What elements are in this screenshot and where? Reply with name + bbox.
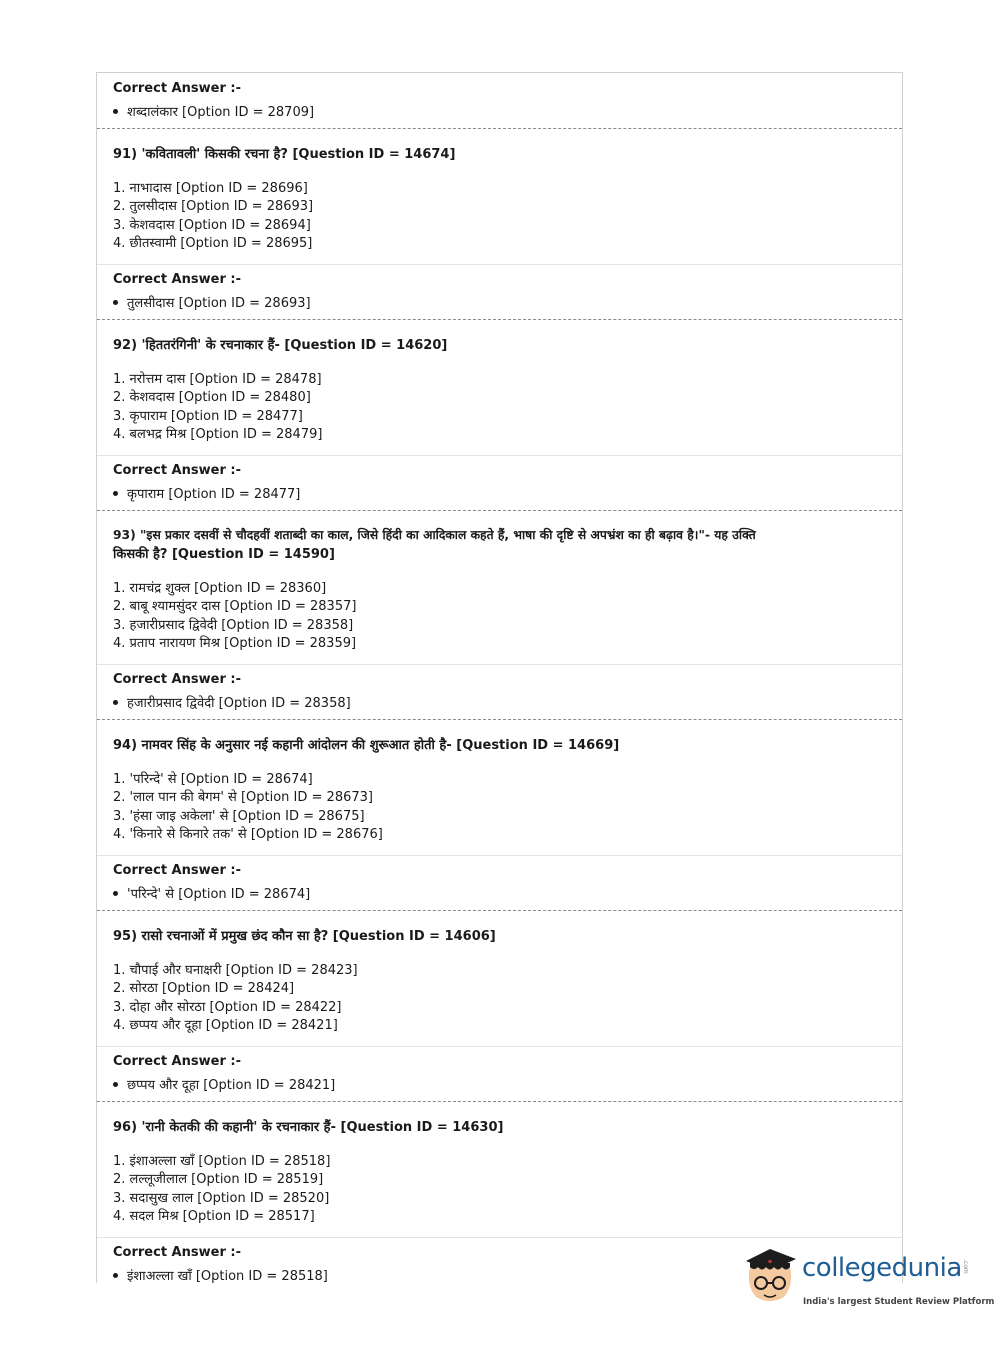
correct-answer-label: Correct Answer :- (113, 672, 241, 687)
student-mascot-icon (740, 1245, 800, 1307)
answer-divider (97, 1046, 902, 1047)
question-separator (97, 319, 902, 320)
bullet-icon (113, 1082, 118, 1087)
question-separator (97, 719, 902, 720)
option-item: 1. चौपाई और घनाक्षरी [Option ID = 28423] (113, 963, 358, 978)
correct-answer-value: इंशाअल्ला खाँ [Option ID = 28518] (113, 1266, 328, 1284)
option-item: 2. लल्लूजीलाल [Option ID = 28519] (113, 1172, 324, 1187)
correct-answer-label: Correct Answer :- (113, 81, 241, 96)
option-item: 4. सदल मिश्र [Option ID = 28517] (113, 1209, 315, 1224)
question-paper-page (96, 72, 903, 1283)
answer-divider (97, 664, 902, 665)
option-item: 3. हजारीप्रसाद द्विवेदी [Option ID = 28358] (113, 618, 354, 633)
option-item: 4. छीतस्वामी [Option ID = 28695] (113, 236, 313, 251)
answer-divider (97, 855, 902, 856)
answer-divider (97, 264, 902, 265)
correct-answer-value: शब्दालंकार [Option ID = 28709] (113, 102, 314, 120)
question-separator (97, 128, 902, 129)
question-title: 91) 'कवितावली' किसकी रचना है? [Question ID = 14674] (113, 147, 456, 162)
bullet-icon (113, 1273, 118, 1278)
question-separator (97, 510, 902, 511)
correct-answer-value: कृपाराम [Option ID = 28477] (113, 484, 300, 502)
option-item: 1. इंशाअल्ला खाँ [Option ID = 28518] (113, 1154, 331, 1169)
bullet-icon (113, 491, 118, 496)
option-item: 3. 'हंसा जाइ अकेला' से [Option ID = 28675] (113, 809, 365, 824)
option-item: 1. नाभादास [Option ID = 28696] (113, 181, 308, 196)
bullet-icon (113, 109, 118, 114)
option-item: 2. बाबू श्यामसुंदर दास [Option ID = 28357] (113, 599, 357, 614)
question-separator (97, 1101, 902, 1102)
brand-domain: .com (962, 1259, 969, 1274)
correct-answer-value: तुलसीदास [Option ID = 28693] (113, 293, 311, 311)
correct-answer-label: Correct Answer :- (113, 272, 241, 287)
option-item: 3. दोहा और सोरठा [Option ID = 28422] (113, 1000, 342, 1015)
option-item: 2. 'लाल पान की बेगम' से [Option ID = 28673] (113, 790, 373, 805)
question-title: 96) 'रानी केतकी की कहानी' के रचनाकार हैं- [Question ID = 14630] (113, 1120, 504, 1135)
option-item: 4. छप्पय और दूहा [Option ID = 28421] (113, 1018, 338, 1033)
brand-tagline: India's largest Student Review Platform (803, 1297, 995, 1307)
option-item: 3. सदासुख लाल [Option ID = 28520] (113, 1191, 330, 1206)
correct-answer-label: Correct Answer :- (113, 1054, 241, 1069)
option-item: 4. 'किनारे से किनारे तक' से [Option ID = 28676] (113, 827, 383, 842)
option-item: 1. 'परिन्दे' से [Option ID = 28674] (113, 772, 313, 787)
question-title: 92) 'हिततरंगिनी' के रचनाकार हैं- [Question ID = 14620] (113, 338, 448, 353)
bullet-icon (113, 891, 118, 896)
correct-answer-value: 'परिन्दे' से [Option ID = 28674] (113, 884, 310, 902)
option-item: 2. केशवदास [Option ID = 28480] (113, 390, 311, 405)
option-item: 3. केशवदास [Option ID = 28694] (113, 218, 311, 233)
bullet-icon (113, 700, 118, 705)
option-item: 1. नरोत्तम दास [Option ID = 28478] (113, 372, 322, 387)
option-item: 2. सोरठा [Option ID = 28424] (113, 981, 295, 996)
question-title: 95) रासो रचनाओं में प्रमुख छंद कौन सा है? [Question ID = 14606] (113, 929, 496, 944)
correct-answer-value: छप्पय और दूहा [Option ID = 28421] (113, 1075, 335, 1093)
question-title: 93) "इस प्रकार दसवीं से चौदहवीं शताब्दी का काल, जिसे हिंदी का आदिकाल कहते हैं, भाषा की दृष्टि से अपभ्रंश का ही बढ़ाव है।"- यह उक्ति (113, 528, 756, 542)
correct-answer-label: Correct Answer :- (113, 463, 241, 478)
option-item: 3. कृपाराम [Option ID = 28477] (113, 409, 303, 424)
question-title: 94) नामवर सिंह के अनुसार नई कहानी आंदोलन की शुरूआत होती है- [Question ID = 14669] (113, 738, 620, 753)
collegedunia-logo (740, 1245, 995, 1311)
bullet-icon (113, 300, 118, 305)
question-title-continued: किसकी है? [Question ID = 14590] (113, 547, 335, 562)
option-item: 4. बलभद्र मिश्र [Option ID = 28479] (113, 427, 323, 442)
option-item: 1. रामचंद्र शुक्ल [Option ID = 28360] (113, 581, 327, 596)
brand-name: collegedunia (802, 1253, 962, 1283)
option-item: 4. प्रताप नारायण मिश्र [Option ID = 28359] (113, 636, 357, 651)
correct-answer-label: Correct Answer :- (113, 1245, 241, 1260)
correct-answer-label: Correct Answer :- (113, 863, 241, 878)
answer-divider (97, 455, 902, 456)
correct-answer-value: हजारीप्रसाद द्विवेदी [Option ID = 28358] (113, 693, 351, 711)
question-separator (97, 910, 902, 911)
answer-divider (97, 1237, 902, 1238)
option-item: 2. तुलसीदास [Option ID = 28693] (113, 199, 314, 214)
